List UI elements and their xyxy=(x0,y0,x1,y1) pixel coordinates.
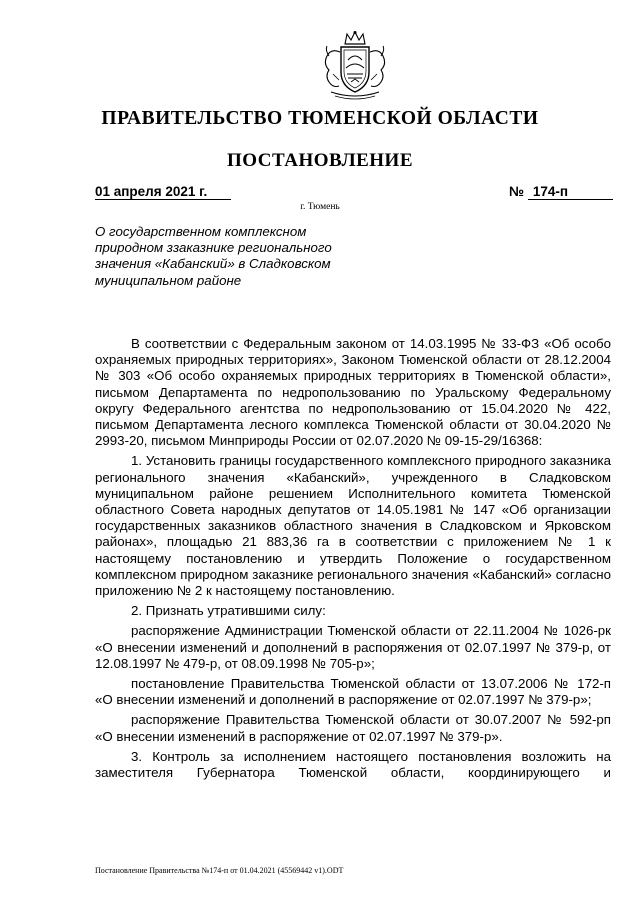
body-paragraph-preamble: В соответствии с Федеральным законом от 14.03.1995 № 33-ФЗ «Об особо охраняемых природных территориях», Законом Тюменской области от 28.12.2004 № 303 «Об особо охраняемых природных территориях в Тюменской области», письмом Департамента по недропользованию по Уральскому Федеральному округу Федерального агентства по недропользованию от 15.04.2020 № 422, письмом Департамента лесного комплекса Тюменской области от 30.04.2020 № 2993-20, письмом Минприроды России от 02.07.2020 № 09-15-29/16368: xyxy=(95,336,611,449)
document-body xyxy=(95,336,611,785)
document-subject: О государственном комплексном природном ззаказнике регионального значения «Кабанский» в Сладковском муниципальном районе xyxy=(95,224,332,288)
body-paragraph-2: 2. Признать утратившими силу: xyxy=(131,603,326,619)
document-date: 01 апреля 2021 г. xyxy=(95,184,231,200)
document-type-title: ПОСТАНОВЛЕНИЕ xyxy=(226,150,414,171)
coat-of-arms-icon xyxy=(315,30,395,102)
document-number-label: № xyxy=(509,184,525,199)
city-label: г. Тюмень xyxy=(300,202,340,212)
organization-title: ПРАВИТЕЛЬСТВО ТЮМЕНСКОЙ ОБЛАСТИ xyxy=(101,108,539,129)
body-paragraph-1: 1. Установить границы государственного комплексного природного заказника регионального значения «Кабанский», учрежденного в Сладковском муниципальном районе решением Исполнительного комитета Тюменской областного Совета народных депутатов от 14.05.1981 № 147 «Об организации государственных заказников областного значения в Сладковском и Ярковском районах», площадью 21 883,36 га в соответствии с приложением № 1 к настоящему постановлению и утвердить Положение о государственном комплексном природном заказнике регионального значения «Кабанский» согласно приложению № 2 к настоящему постановлению. xyxy=(95,453,611,599)
document-number-block xyxy=(509,184,613,200)
body-paragraph-repeal-1: распоряжение Администрации Тюменской области от 22.11.2004 № 1026-рк «О внесении изменений и дополнений в распоряжения от 02.07.1997 № 379-р, от 12.08.1997 № 479-р, от 08.09.1998 № 705-р»; xyxy=(95,623,611,671)
body-paragraph-3: 3. Контроль за исполнением настоящего постановления возложить на заместителя Губернатора Тюменской области, координирующего и xyxy=(95,748,611,781)
body-paragraph-repeal-3: распоряжение Правительства Тюменской области от 30.07.2007 № 592-рп «О внесении изменений в распоряжение от 02.07.1997 № 379-р». xyxy=(95,712,611,744)
body-paragraph-repeal-2: постановление Правительства Тюменской области от 13.07.2006 № 172-п «О внесении изменений и дополнений в распоряжение от 02.07.1997 № 379-р»; xyxy=(95,676,611,708)
document-number: 174-п xyxy=(528,184,613,200)
document-footer: Постановление Правительства №174-п от 01.04.2021 (45569442 v1).ODT xyxy=(95,866,344,875)
